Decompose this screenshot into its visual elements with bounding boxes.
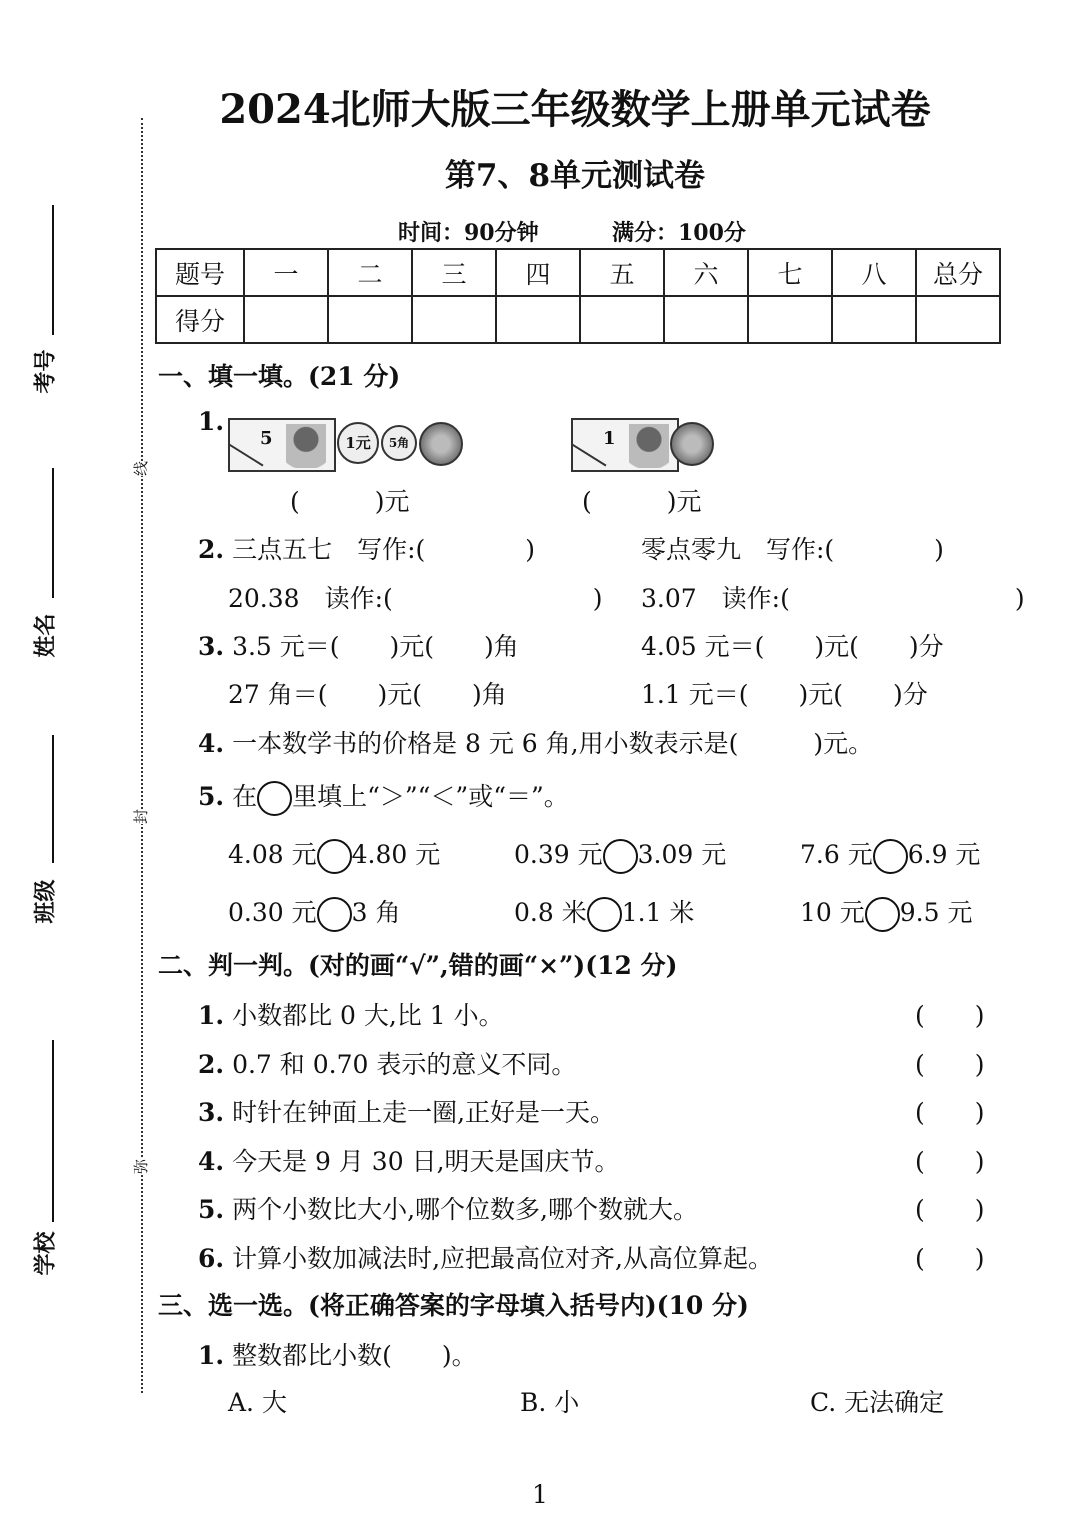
judge-item xyxy=(198,1142,620,1178)
question-text: 0.7 和 0.70 表示的意义不同。 xyxy=(232,1049,577,1079)
judge-answer-blank[interactable]: ( ) xyxy=(915,1049,985,1079)
question-text: 三点五七 写作:( ) xyxy=(232,535,535,564)
compare-left: 4.08 元 xyxy=(228,840,317,869)
q-number: 2. xyxy=(198,535,225,564)
question-text: 时针在钟面上走一圈,正好是一天。 xyxy=(232,1098,616,1127)
score-table-row xyxy=(156,296,1000,343)
compare-left: 7.6 元 xyxy=(800,840,873,869)
judge-item xyxy=(198,1190,698,1226)
judge-item xyxy=(198,996,504,1032)
option-c[interactable]: C. 无法确定 xyxy=(810,1388,945,1417)
q-number: 3. xyxy=(198,632,225,661)
header-cell: 六 xyxy=(664,249,748,296)
question-text: 20.38 读作:( ) xyxy=(228,584,603,613)
bill-denomination: 5 xyxy=(260,428,273,449)
judge-answer-blank[interactable]: ( ) xyxy=(915,1146,985,1176)
question-text: 整数都比小数( )。 xyxy=(232,1341,477,1370)
section1-title: 一、填一填。(21 分) xyxy=(158,362,401,391)
compare-circle[interactable] xyxy=(317,839,352,874)
judge-item xyxy=(198,1239,773,1275)
seal-mark: 封 xyxy=(132,808,151,825)
score-cell[interactable] xyxy=(664,296,748,343)
compare-right: 3 角 xyxy=(351,898,401,927)
banknote-picture xyxy=(228,418,336,472)
circle-icon xyxy=(257,781,292,816)
q-number: 1. xyxy=(198,1001,225,1030)
compare-left: 10 元 xyxy=(800,898,865,927)
q-number: 2. xyxy=(198,1049,225,1079)
seal-line xyxy=(141,118,143,1393)
compare-circle[interactable] xyxy=(873,839,908,874)
score-cell[interactable] xyxy=(412,296,496,343)
coin-picture xyxy=(419,422,463,466)
seal-mark: 弥 xyxy=(132,1158,151,1175)
score-cell[interactable] xyxy=(244,296,328,343)
header-cell: 三 xyxy=(412,249,496,296)
header-cell: 一 xyxy=(244,249,328,296)
class-line[interactable] xyxy=(52,735,54,863)
full-score: 满分：100分 xyxy=(612,220,746,246)
compare-right: 1.1 米 xyxy=(621,898,695,927)
q-number: 3. xyxy=(198,1098,225,1127)
coin-picture xyxy=(670,422,714,466)
header-cell: 二 xyxy=(328,249,412,296)
option-a[interactable]: A. 大 xyxy=(228,1388,287,1417)
q-number: 5. xyxy=(198,782,225,811)
judge-answer-blank[interactable]: ( ) xyxy=(915,1243,985,1273)
score-table xyxy=(155,248,1001,344)
q-number: 4. xyxy=(198,1146,225,1176)
q-number: 1. xyxy=(198,407,225,436)
question-text: 1.1 元＝( )元( )分 xyxy=(641,680,928,709)
compare-item xyxy=(800,893,972,932)
header-cell: 八 xyxy=(832,249,916,296)
school-line[interactable] xyxy=(52,1040,54,1222)
compare-item xyxy=(514,893,694,932)
score-table-header xyxy=(156,249,1000,296)
compare-right: 6.9 元 xyxy=(907,840,981,869)
seal-mark: 线 xyxy=(132,460,151,477)
q-number: 4. xyxy=(198,729,225,758)
q-number: 6. xyxy=(198,1243,225,1273)
page-subtitle: 第7、8单元测试卷 xyxy=(444,158,706,194)
header-cell: 五 xyxy=(580,249,664,296)
header-cell: 题号 xyxy=(156,249,244,296)
judge-item xyxy=(198,1093,615,1129)
question-text: 零点零九 写作:( ) xyxy=(641,535,944,564)
compare-circle[interactable] xyxy=(587,897,622,932)
page-number: 1 xyxy=(532,1480,548,1509)
section3-title: 三、选一选。(将正确答案的字母填入括号内)(10 分) xyxy=(158,1291,749,1320)
question-text: 3.5 元＝( )元( )角 xyxy=(232,632,519,661)
score-cell[interactable] xyxy=(916,296,1000,343)
question-text: 4.05 元＝( )元( )分 xyxy=(641,632,944,661)
question-text: 两个小数比大小,哪个位数多,哪个数就大。 xyxy=(232,1195,698,1224)
score-cell[interactable] xyxy=(748,296,832,343)
header-cell: 四 xyxy=(496,249,580,296)
compare-right: 9.5 元 xyxy=(899,898,973,927)
score-cell[interactable] xyxy=(832,296,916,343)
compare-item xyxy=(228,835,440,874)
question-text: 计算小数加减法时,应把最高位对齐,从高位算起。 xyxy=(232,1243,773,1273)
score-cell[interactable] xyxy=(580,296,664,343)
section2-title: 二、判一判。(对的画“√”,错的画“×”)(12 分) xyxy=(158,951,678,980)
question-text: 小数都比 0 大,比 1 小。 xyxy=(232,1001,504,1030)
question-text: 27 角＝( )元( )角 xyxy=(228,680,507,709)
header-cell: 七 xyxy=(748,249,832,296)
question-text: 今天是 9 月 30 日,明天是国庆节。 xyxy=(232,1146,620,1176)
judge-answer-blank[interactable]: ( ) xyxy=(915,1001,985,1030)
compare-circle[interactable] xyxy=(865,897,900,932)
question-text: 里填上“＞”“＜”或“＝”。 xyxy=(292,782,569,811)
option-b[interactable]: B. 小 xyxy=(520,1388,580,1417)
class-label: 班级 xyxy=(32,879,59,924)
compare-left: 0.39 元 xyxy=(514,840,603,869)
name-line[interactable] xyxy=(52,468,54,598)
coin-picture: 1元 xyxy=(337,422,379,464)
kaohao-line[interactable] xyxy=(52,205,54,335)
answer-blank[interactable]: ( )元 xyxy=(582,487,702,516)
judge-answer-blank[interactable]: ( ) xyxy=(915,1195,985,1224)
row-label: 得分 xyxy=(156,296,244,343)
header-cell: 总分 xyxy=(916,249,1000,296)
q-number: 5. xyxy=(198,1195,225,1224)
question-text: 3.07 读作:( ) xyxy=(641,584,1025,613)
kaohao-label: 考号 xyxy=(32,349,59,394)
compare-circle[interactable] xyxy=(317,897,352,932)
exam-time: 时间：90分钟 xyxy=(398,220,539,246)
bill-denomination: 1 xyxy=(603,428,616,449)
score-cell[interactable] xyxy=(496,296,580,343)
coin-picture: 5角 xyxy=(381,425,417,461)
page-title: 2024北师大版三年级数学上册单元试卷 xyxy=(219,86,931,133)
compare-item xyxy=(228,893,400,932)
score-cell[interactable] xyxy=(328,296,412,343)
compare-circle[interactable] xyxy=(603,839,638,874)
compare-item xyxy=(514,835,726,874)
school-label: 学校 xyxy=(32,1231,59,1276)
banknote-picture xyxy=(571,418,679,472)
name-label: 姓名 xyxy=(32,613,59,658)
question-text: 一本数学书的价格是 8 元 6 角,用小数表示是( )元。 xyxy=(232,729,874,758)
compare-left: 0.30 元 xyxy=(228,898,317,927)
compare-item xyxy=(800,835,980,874)
compare-right: 4.80 元 xyxy=(351,840,441,869)
q-number: 1. xyxy=(198,1341,225,1370)
compare-left: 0.8 米 xyxy=(514,898,587,927)
judge-answer-blank[interactable]: ( ) xyxy=(915,1098,985,1127)
compare-right: 3.09 元 xyxy=(637,840,727,869)
question-text: 在 xyxy=(232,782,258,811)
judge-item xyxy=(198,1045,576,1081)
answer-blank[interactable]: ( )元 xyxy=(290,487,410,516)
